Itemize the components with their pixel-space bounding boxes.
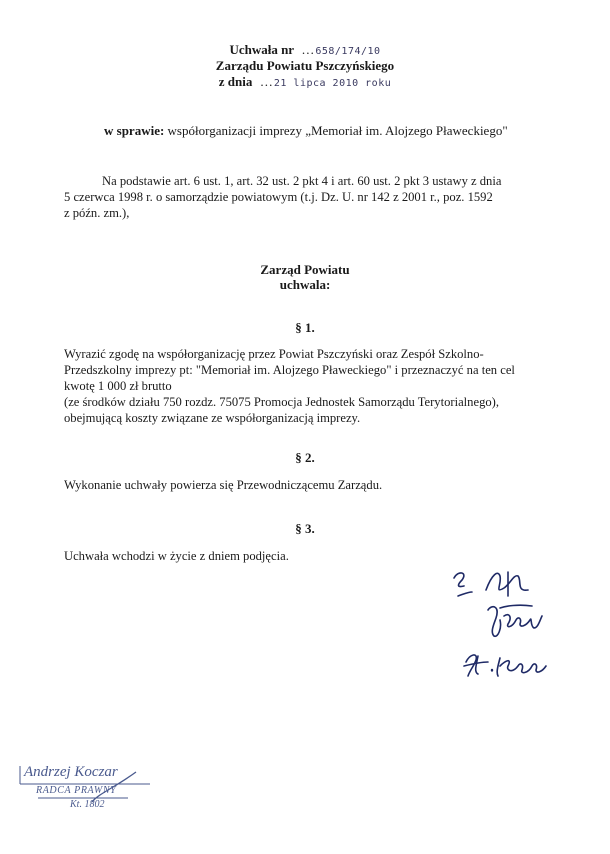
legal-basis-line: Na podstawie art. 6 ust. 1, art. 32 ust. 2 pkt 4 i art. 60 ust. 2 pkt 3 ustawy z dnia	[102, 174, 502, 188]
stamp-number: Kt. 1802	[70, 799, 105, 810]
section-1-line: Wyrazić zgodę na współorganizację przez Powiat Pszczyński oraz Zespół Szkolno-	[64, 347, 484, 361]
legal-basis-line: z późn. zm.),	[64, 206, 130, 220]
section-2-heading: § 2.	[295, 450, 315, 465]
signature-stroke	[500, 605, 532, 608]
legal-basis-line: 5 czerwca 1998 r. o samorządzie powiatowym (t.j. Dz. U. nr 142 z 2001 r., poz. 1592	[64, 190, 493, 204]
stamp-role: RADCA PRAWNY	[36, 785, 117, 796]
board-resolves: uchwala:	[279, 277, 331, 292]
handwritten-signatures	[448, 566, 558, 706]
section-3-heading: § 3.	[295, 521, 315, 536]
signature-stroke	[458, 592, 472, 596]
section-1-paragraph	[64, 346, 546, 426]
section-3-text: Uchwała wchodzi w życie z dniem podjęcia.	[64, 549, 289, 563]
signature-stroke	[454, 573, 464, 587]
resolution-date: 21 lipca 2010 roku	[273, 78, 392, 89]
subject-text: współorganizacji imprezy „Memoriał im. Alojzego Pławeckiego"	[167, 123, 508, 138]
legal-counsel-stamp	[18, 758, 158, 822]
legal-basis-paragraph	[64, 173, 546, 221]
section-2-paragraph	[64, 477, 546, 493]
date-label: z dnia	[218, 74, 253, 89]
section-1-line: Przedszkolny imprezy pt: "Memoriał im. Alojzego Pławeckiego" i przeznaczyć na ten cel	[64, 363, 515, 377]
section-1-heading: § 1.	[295, 320, 315, 335]
subject-label: w sprawie:	[104, 123, 165, 138]
signature-stroke	[504, 615, 542, 628]
stamp-name: Andrzej Koczar	[24, 764, 118, 780]
resolution-label: Uchwała nr	[229, 42, 294, 57]
signature-stroke	[486, 573, 528, 590]
subject-line	[104, 123, 508, 139]
section-1-line: obejmującą koszty związane ze współorganizacją imprezy.	[64, 411, 361, 425]
section-1-line: (ze środków działu 750 rozdz. 75075 Promocja Jednostek Samorządu Terytorialnego),	[64, 395, 500, 409]
resolution-date-line: z dnia …21 lipca 2010 roku	[218, 74, 392, 89]
section-3-paragraph	[64, 548, 546, 564]
board-heading: Zarząd Powiatu	[260, 262, 350, 277]
signature-stroke	[497, 658, 546, 676]
signature-stroke	[488, 607, 501, 637]
issuing-body: Zarządu Powiatu Pszczyńskiego	[215, 58, 395, 73]
section-1-line: kwotę 1 000 zł brutto	[64, 379, 172, 393]
resolution-number: 658/174/10	[315, 46, 381, 57]
section-2-text: Wykonanie uchwały powierza się Przewodniczącemu Zarządu.	[64, 478, 383, 492]
resolution-number-line: Uchwała nr …658/174/10	[229, 42, 381, 57]
